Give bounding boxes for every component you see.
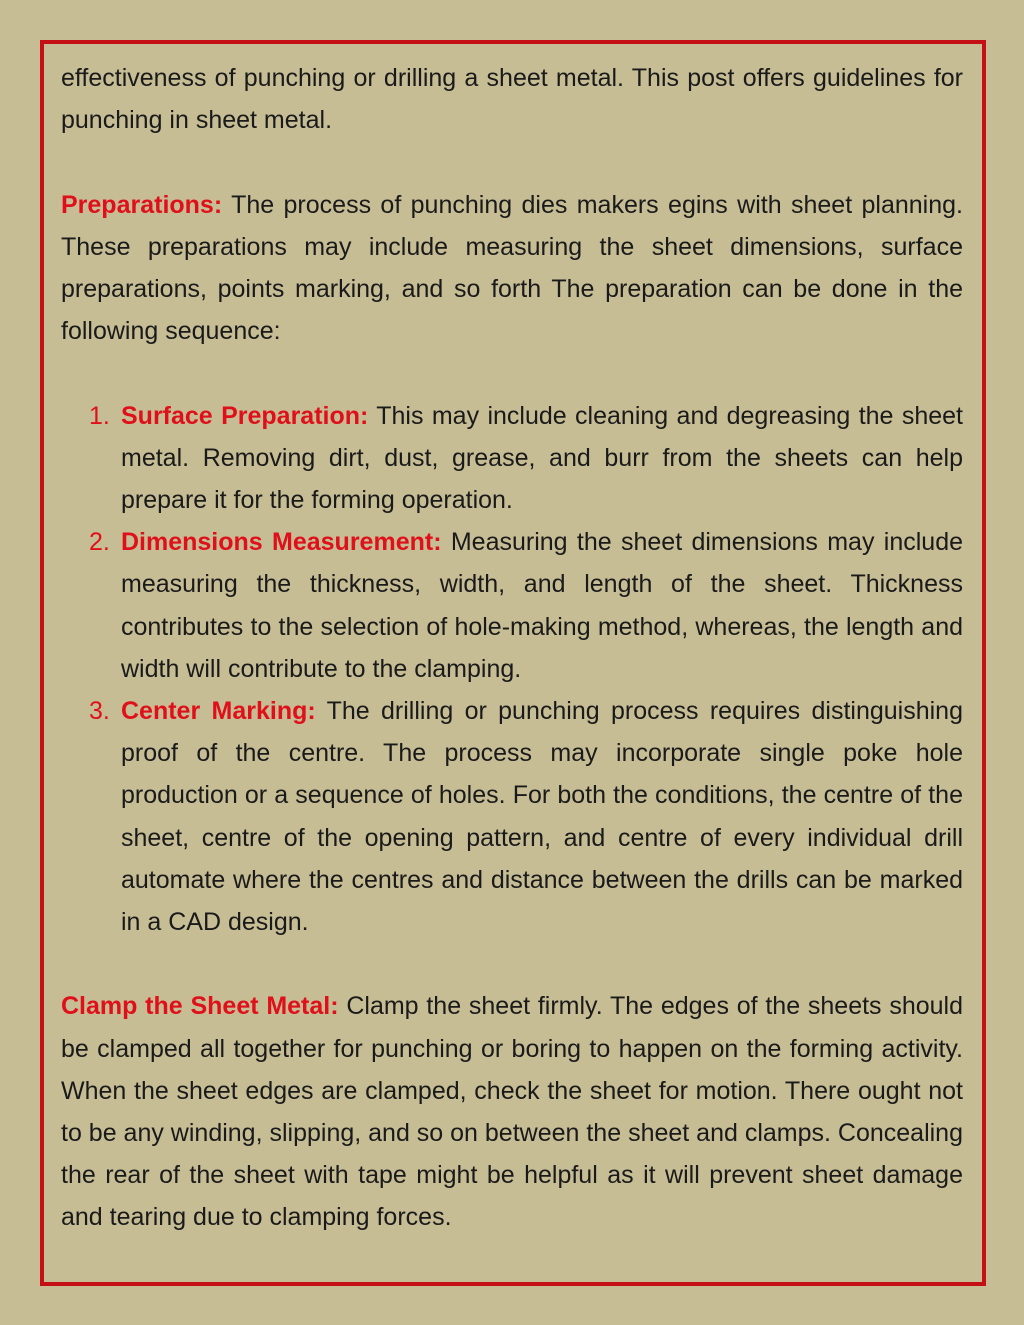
clamp-paragraph	[61, 985, 963, 1238]
list-item-text: This may include cleaning and degreasing the sheet metal. Removing dirt, dust, grease, and burr from the sheets can help prepare it for the forming operation.	[121, 401, 963, 514]
list-item-number: 1.	[89, 401, 110, 430]
list-item-number: 2.	[89, 528, 110, 557]
paragraph-gap	[61, 943, 963, 985]
preparations-text: The process of punching dies makers egins with sheet planning. These preparations may include measuring the sheet dimensions, surface preparations, points marking, and so forth The preparation can be done in the following sequence:	[61, 190, 963, 346]
document-body	[61, 57, 963, 1239]
list-item-text: The drilling or punching process requires distinguishing proof of the centre. The process may incorporate single poke hole production or a sequence of holes. For both the conditions, the centre of the sheet, centre of the opening pattern, and centre of every individual drill automate where the centres and distance between the drills can be marked in a CAD design.	[121, 697, 963, 937]
intro-paragraph	[61, 57, 963, 141]
list-item-number: 3.	[89, 697, 110, 726]
preparation-steps-list	[61, 395, 963, 944]
list-item-heading: Center Marking:	[121, 697, 316, 726]
list-item-text: Measuring the sheet dimensions may include measuring the thickness, width, and length of the sheet. Thickness contributes to the selection of hole-making method, whereas, the length and width will contribute to the clamping.	[121, 528, 964, 683]
list-item-center-marking	[61, 690, 963, 943]
clamp-text: Clamp the sheet firmly. The edges of the sheets should be clamped all together for punching or boring to happen on the forming activity. When the sheet edges are clamped, check the sheet for motion. There ought not to be any winding, slipping, and so on between the sheet and clamps. Concealing the rear of the sheet with tape might be helpful as it will prevent sheet damage and tearing due to clamping forces.	[61, 992, 963, 1232]
list-item-heading: Dimensions Measurement:	[121, 528, 442, 557]
list-item-heading: Surface Preparation:	[121, 401, 369, 430]
preparations-heading: Preparations:	[61, 190, 223, 219]
clamp-heading: Clamp the Sheet Metal:	[61, 992, 339, 1021]
paragraph-gap	[61, 141, 963, 183]
intro-text: effectiveness of punching or drilling a sheet metal. This post offers guidelines for punching in sheet metal.	[61, 64, 963, 135]
list-item-dimensions-measurement	[61, 521, 963, 690]
paragraph-gap	[61, 352, 963, 394]
preparations-paragraph	[61, 184, 963, 353]
list-item-surface-preparation	[61, 395, 963, 522]
